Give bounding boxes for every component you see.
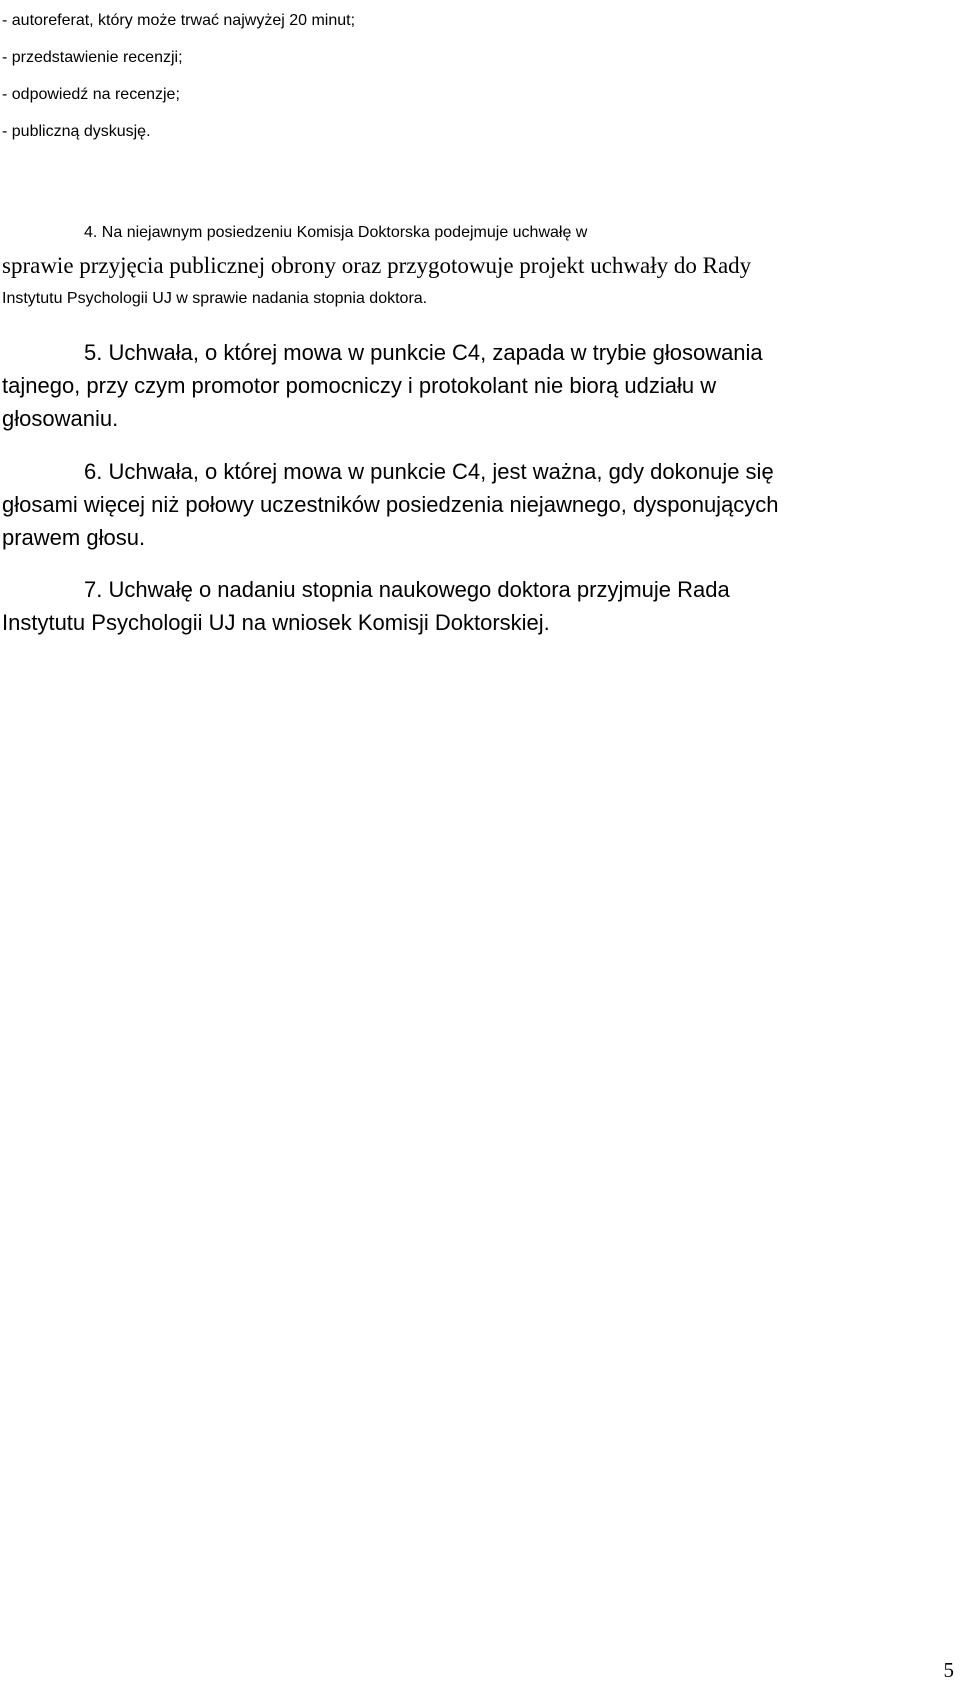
paragraph-line: sprawie przyjęcia publicznej obrony oraz przygotowuje projekt uchwały do Rady bbox=[2, 253, 752, 278]
paragraph-line: 7. Uchwałę o nadaniu stopnia naukowego doktora przyjmuje Rada bbox=[84, 577, 730, 602]
list-item: - autoreferat, który może trwać najwyżej 20 minut; bbox=[2, 12, 356, 29]
paragraph-4 bbox=[2, 216, 957, 315]
paragraph-line: głosowaniu. bbox=[2, 406, 119, 431]
bullet-list bbox=[2, 2, 957, 150]
paragraph-line: Instytutu Psychologii UJ w sprawie nadania stopnia doktora. bbox=[2, 290, 428, 307]
list-item: - publiczną dyskusję. bbox=[2, 123, 151, 140]
paragraph-line: prawem głosu. bbox=[2, 525, 146, 550]
paragraph-line: głosami więcej niż połowy uczestników posiedzenia niejawnego, dysponujących bbox=[2, 492, 779, 517]
list-item: - odpowiedź na recenzje; bbox=[2, 86, 180, 103]
paragraph-7 bbox=[2, 573, 957, 639]
paragraph-6 bbox=[2, 455, 957, 554]
list-item: - przedstawienie recenzji; bbox=[2, 49, 183, 66]
page-number: 5 bbox=[943, 1658, 954, 1682]
paragraph-line: 5. Uchwała, o której mowa w punkcie C4, zapada w trybie głosowania bbox=[84, 340, 763, 365]
paragraph-5 bbox=[2, 336, 957, 435]
paragraph-line: 4. Na niejawnym posiedzeniu Komisja Doktorska podejmuje uchwałę w bbox=[84, 224, 588, 241]
paragraph-line: 6. Uchwała, o której mowa w punkcie C4, jest ważna, gdy dokonuje się bbox=[84, 459, 774, 484]
paragraph-line: Instytutu Psychologii UJ na wniosek Komisji Doktorskiej. bbox=[2, 610, 550, 635]
paragraph-line: tajnego, przy czym promotor pomocniczy i protokolant nie biorą udziału w bbox=[2, 373, 717, 398]
